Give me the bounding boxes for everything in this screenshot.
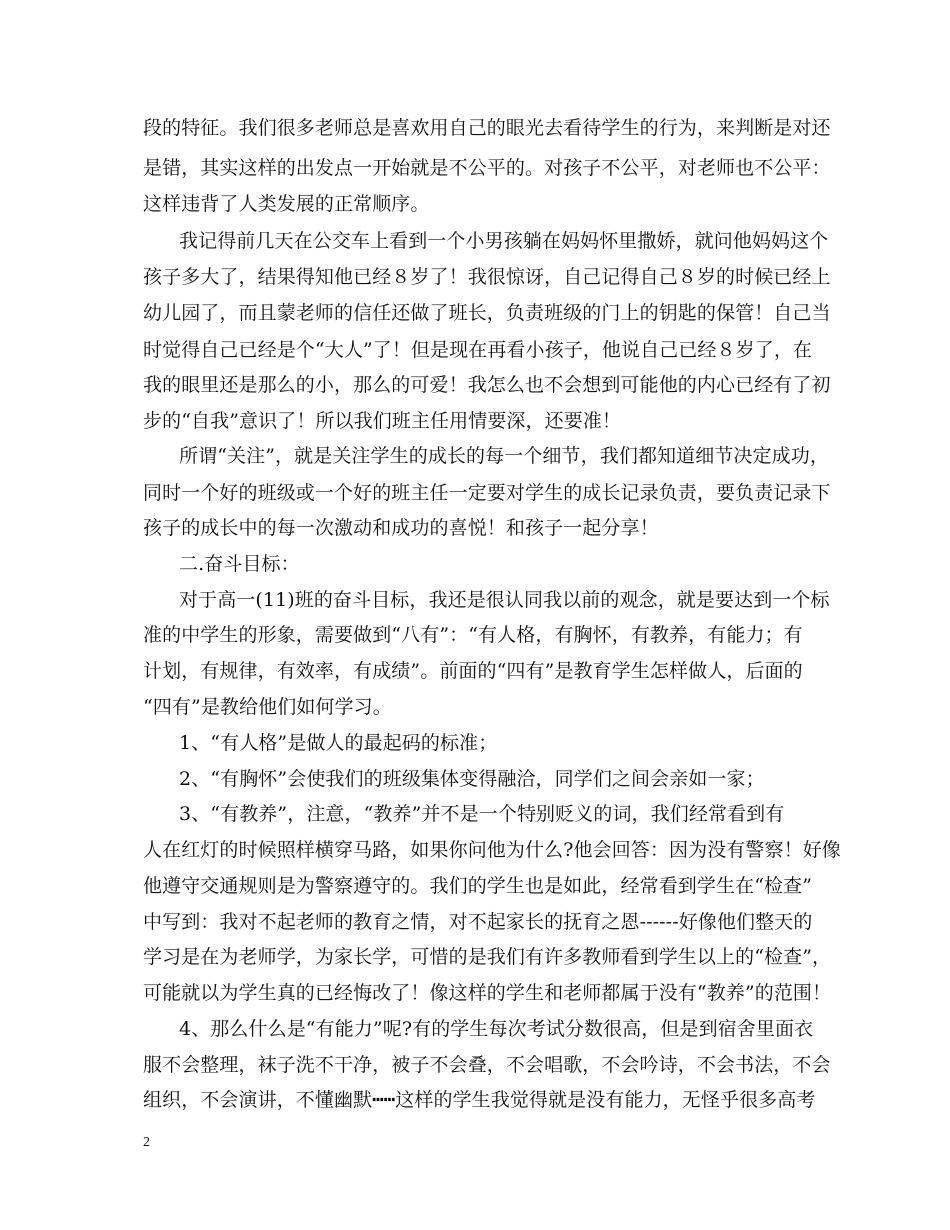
text-line: “四有”是教给他们如何学习。 [143,696,392,718]
text-line: 组织，不会演讲，不懂幽默┅┅这样的学生我觉得就是没有能力，无怪乎很多高考 [143,1089,816,1111]
text-line: 段的特征。我们很多老师总是喜欢用自己的眼光去看待学生的行为，来判断是对还 [143,117,831,139]
text-line: 孩子多大了，结果得知他已经８岁了！我很惊讶，自己记得自己８岁的时候已经上 [143,266,831,288]
text-line: 是错，其实这样的出发点一开始就是不公平的。对孩子不公平，对老师也不公平： [143,157,831,179]
text-line: 幼儿园了，而且蒙老师的信任还做了班长，负责班级的门上的钥匙的保管！自己当 [143,302,831,324]
text-line: 我的眼里还是那么的小，那么的可爱！我怎么也不会想到可能他的内心已经有了初 [143,374,831,396]
text-line: 准的中学生的形象，需要做到“八有”：“有人格，有胸怀，有教养，有能力；有 [143,624,803,646]
text-line: 他遵守交通规则是为警察遵守的。我们的学生也是如此，经常看到学生在“检查” [143,875,813,897]
section-heading: 二.奋斗目标： [179,553,300,575]
list-item: 2、“有胸怀”会使我们的班级集体变得融洽，同学们之间会亲如一家； [179,768,765,790]
text-line: 时觉得自己已经是个“大人”了！但是现在再看小孩子，他说自己已经８岁了，在 [143,339,813,361]
text-line: 学习是在为老师学，为家长学，可惜的是我们有许多教师看到学生以上的“检查”， [143,946,832,968]
text-line: 服不会整理，袜子洗不干净，被子不会叠，不会唱歌，不会吟诗，不会书法，不会 [143,1054,831,1076]
text-line: 步的“自我”意识了！所以我们班主任用情要深，还要准！ [143,410,622,432]
text-line: 对于高一(11)班的奋斗目标，我还是很认同我以前的观念，就是要达到一个标 [179,589,830,611]
page-number: 2 [143,1135,150,1150]
list-item: 4、那么什么是“有能力”呢?有的学生每次考试分数很高，但是到宿舍里面衣 [179,1018,814,1040]
text-line: 计划，有规律，有效率，有成绩”。前面的“四有”是教育学生怎样做人，后面的 [143,660,803,682]
text-line: 我记得前几天在公交车上看到一个小男孩躺在妈妈怀里撒娇，就问他妈妈这个 [179,230,829,252]
text-line: 中写到：我对不起老师的教育之情，对不起家长的抚育之恩------好像他们整天的 [143,911,813,933]
text-line: 这样违背了人类发展的正常顺序。 [143,193,430,215]
text-line: 可能就以为学生真的已经悔改了！像这样的学生和老师都属于没有“教养”的范围！ [143,982,832,1004]
text-line: 孩子的成长中的每一次激动和成功的喜悦！和孩子一起分享！ [143,517,659,539]
text-line: 同时一个好的班级或一个好的班主任一定要对学生的成长记录负责，要负责记录下 [143,482,831,504]
text-line: 人在红灯的时候照样横穿马路，如果你问他为什么?他会回答：因为没有警察！好像 [143,839,841,861]
list-item: 3、“有教养”，注意，“教养”并不是一个特别贬义的词，我们经常看到有 [179,803,785,825]
text-line: 所谓“关注”，就是关注学生的成长的每一个细节，我们都知道细节决定成功， [179,445,829,467]
list-item: 1、“有人格”是做人的最起码的标准； [179,732,498,754]
